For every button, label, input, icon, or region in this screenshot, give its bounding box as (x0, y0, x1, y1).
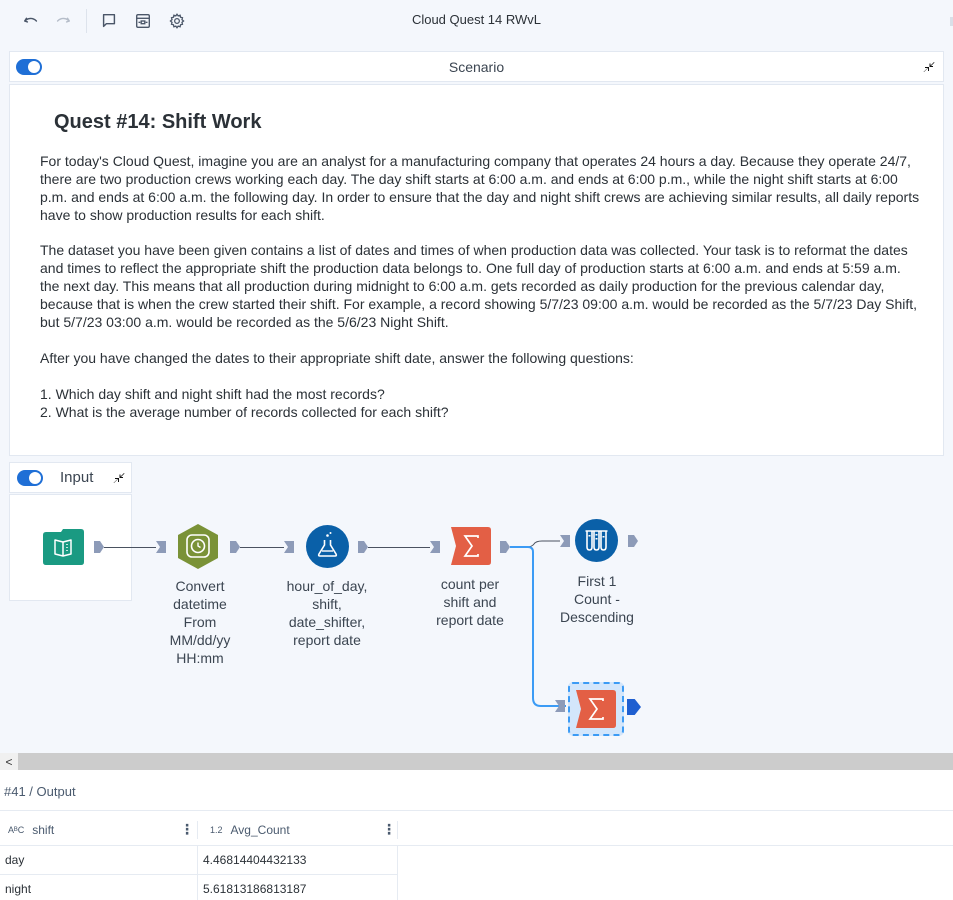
label-line: shift and (443, 594, 497, 610)
input-anchor[interactable] (156, 541, 166, 553)
number-type-icon: 1.2 (210, 825, 223, 835)
column-divider (197, 821, 198, 839)
divider (0, 810, 953, 811)
datetime-tool-label (150, 577, 250, 667)
label-line: report date (293, 632, 361, 648)
column-header-shift[interactable] (8, 815, 188, 845)
table-cell[interactable]: night (5, 882, 32, 896)
label-line: MM/dd/yy (169, 632, 231, 648)
scenario-header (9, 51, 944, 82)
column-name: shift (32, 823, 55, 837)
scenario-title: Scenario (448, 59, 505, 75)
column-menu-icon[interactable]: ⋮ (382, 821, 396, 837)
input-anchor[interactable] (284, 541, 294, 553)
label-line: count per (440, 576, 500, 592)
label-line: hour_of_day, (286, 578, 368, 594)
scenario-body (9, 84, 944, 456)
label-line: First 1 (577, 573, 617, 589)
sample-tool-label (547, 572, 647, 626)
connection-line[interactable] (240, 547, 284, 548)
question-2: 2. What is the average number of records collected for each shift? (40, 404, 449, 420)
label-line: Count - (574, 591, 620, 607)
label-line: Descending (560, 609, 634, 625)
app-title: Cloud Quest 14 RWvL (411, 12, 542, 27)
question-1: 1. Which day shift and night shift had the most records? (40, 386, 385, 402)
label-line: Convert (175, 578, 225, 594)
label-line: report date (436, 612, 504, 628)
output-anchor[interactable] (628, 535, 638, 547)
output-anchor-selected[interactable] (627, 699, 641, 715)
input-anchor[interactable] (430, 541, 440, 553)
input-container-label: Input (60, 469, 94, 486)
label-line: datetime (173, 596, 227, 612)
formula-tool[interactable] (306, 525, 349, 568)
connection-line[interactable] (104, 547, 156, 548)
scenario-paragraph-2: The dataset you have been given contains a list of dates and times of when production data was collected. Your task is to reformat the dates and times to reflect the appropriate shift the production data belongs to. One full day of production starts at 6:00 a.m. and ends at 5:59 a.m. the next day. This means that all production during midnight to 6:00 a.m. gets recorded as daily production for the previous calendar day, because that is when the crew started their shift. For example, a record showing 5/7/23 09:00 a.m. would be recorded as the 5/7/23 Day Shift, but 5/7/23 03:00 a.m. would be recorded as the 5/6/23 Night Shift. (40, 242, 918, 330)
quest-title: Quest #14: Shift Work (54, 111, 262, 133)
scroll-left-button[interactable]: < (0, 753, 18, 770)
top-toolbar (0, 0, 953, 42)
output-anchor[interactable] (358, 541, 368, 553)
sample-tool[interactable] (575, 519, 618, 562)
scenario-paragraph-3: After you have changed the dates to their appropriate shift date, answer the following questions: (40, 350, 634, 366)
label-line: From (183, 614, 217, 630)
horizontal-scrollbar[interactable] (0, 753, 953, 770)
input-toggle[interactable] (17, 470, 43, 486)
table-cell[interactable]: 4.46814404432133 (203, 853, 307, 867)
table-cell[interactable]: 5.61813186813187 (203, 882, 307, 896)
column-menu-icon[interactable]: ⋮ (180, 821, 194, 837)
input-data-tool[interactable] (43, 529, 84, 565)
column-name: Avg_Count (230, 823, 290, 837)
cell-divider (397, 846, 398, 900)
output-title: #41 / Output (4, 784, 76, 799)
toggle-knob (29, 472, 41, 484)
output-anchor[interactable] (230, 541, 240, 553)
connection-line[interactable] (368, 547, 430, 548)
collapse-icon[interactable] (922, 60, 936, 74)
summarize-tool-2-selected[interactable] (568, 682, 624, 736)
label-line: date_shifter, (288, 614, 366, 630)
summarize-tool-1-label (420, 575, 520, 629)
column-header-avg-count[interactable] (210, 815, 390, 845)
label-line: shift, (312, 596, 342, 612)
input-container-header (9, 462, 132, 493)
collapse-icon[interactable] (112, 471, 126, 485)
datetime-tool[interactable] (178, 524, 218, 569)
scenario-paragraph-1: For today's Cloud Quest, imagine you are an analyst for a manufacturing company that operates 24 hours a day. Because they operate 24/7, there are two production crews working each day. The day shift starts at 6:00 a.m. and ends at 6:00 p.m., while the night shift starts at 6:00 p.m. and ends at 6:00 a.m. the following day. In order to ensure that the day and night shift crews are achieving similar results, all daily reports have to show production results for each shift. (40, 153, 920, 223)
summarize-tool-1[interactable] (451, 527, 491, 565)
output-panel (0, 770, 953, 900)
formula-tool-label (272, 577, 382, 649)
string-type-icon: AᴮC (8, 825, 25, 835)
column-divider (397, 821, 398, 839)
label-line: HH:mm (176, 650, 224, 666)
table-cell[interactable]: day (5, 853, 25, 867)
